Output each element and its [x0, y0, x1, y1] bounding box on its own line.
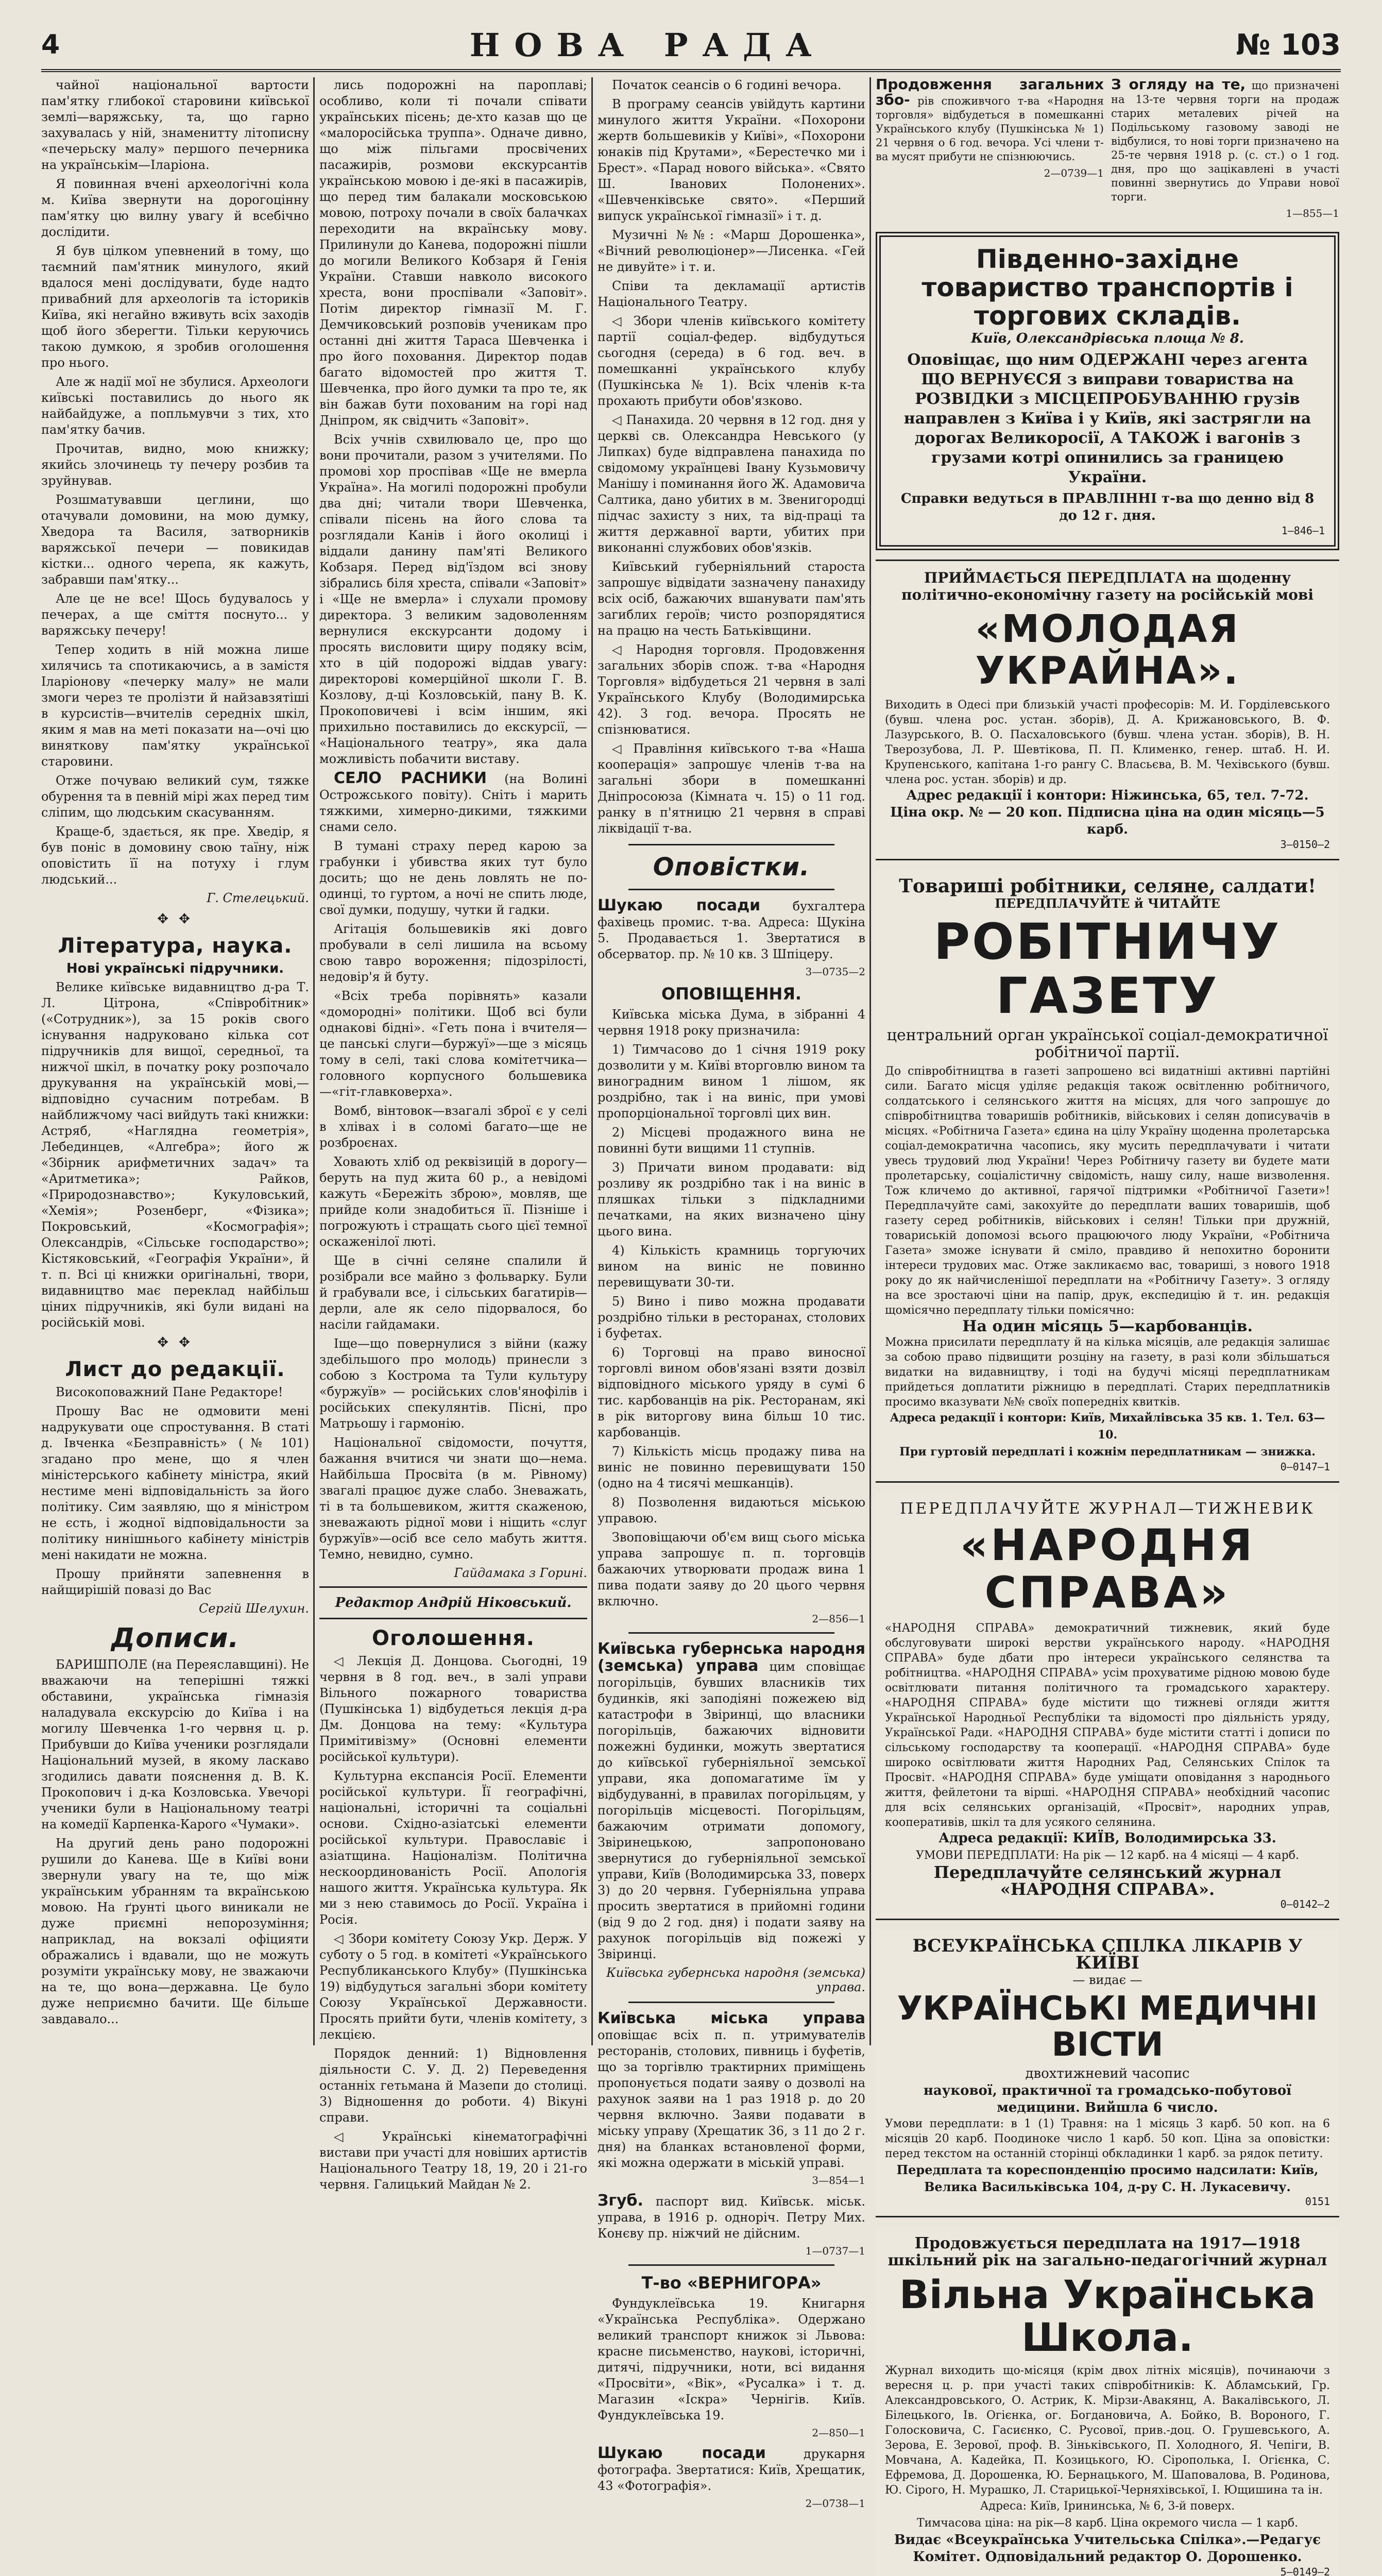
- issue-number: № 103: [1236, 28, 1341, 62]
- ad-intro: Товариші робітники, селяне, салдати!: [899, 875, 1316, 897]
- article-paragraph: БАРИШПОЛЕ (на Переяславщині). Не вважаючи на теперішні тяжкі обставини, українська гімназія наладувала екскурсію до Київа і на могилу Шевченка 1-го червня ц. р. Прибувши до Київа ученики розглядали Національний музей, в якому ласкаво згодились давати пояснення д. В. К. Прокопович і д-ка Козловська. Увечорі ученики були в Національному театрі на комедії Карпенка-Карого «Чумаки».: [41, 1657, 309, 1832]
- article-paragraph: Розшматувавши цеглини, що отачували домовини, на мою думку, Хведора та Василя, затворників варяжської печери — повикидав кістки... одного черепа, як кажуть, забравши пам'ятку...: [41, 493, 309, 587]
- ad-signature: Київська губернська народня (земська) управа.: [606, 1965, 865, 1994]
- announcement: Культурна експансія Росії. Елементи російської культури. Її географічні, національні, історичні та соціальні основи. Східно-азіатські елементи російської культури. Православіє і азіатщина. Націоналізм. Політична нескоординованість Росії. Апологія нашого життя. Українська культура. Як ми з нею ставимось до Росії. Україна і Росія.: [319, 1769, 587, 1927]
- ad-address: Передплата та кореспонденцію просимо надсилати: Київ, Велика Васильківська 104, д-ру С. Н. Лукасевичу.: [896, 2162, 1319, 2194]
- ad-intro: ПРИЙМАЄТЬСЯ ПЕРЕДПЛАТА на щоденну політично-економічну газету на російській мові: [901, 569, 1314, 603]
- notice-paragraph: 6) Торговці на право виносної торговлі вином обов'язані взяти дозвіл відповідного міського уряду в сумі 6 тис. карбованців на рік. Ресторанам, які в рік виторгову вина більш 10 тис. карбованців.: [598, 1345, 865, 1439]
- notice-paragraph: Звоповіщаючи об'єм вищ сього міська управа запрошує п. п. торговців бажаючих утворювати продаж вина 1 пива подати заяву до 20 цього червня включно.: [598, 1530, 865, 1608]
- ad-text: бухгалтера фахівець промис. т-ва. Адреса: Щукіна 5. Продавається 1. Звертатися в обсерватор. пр. № 10 кв. 3 Шпіцеру.: [598, 899, 865, 961]
- ad-reference: 3—854—1: [812, 2174, 865, 2187]
- page-header: [41, 21, 1341, 72]
- ad-footer: При гуртовій передплаті і кожнім передплатникам — знижка.: [899, 1445, 1316, 1459]
- divider: [628, 2002, 834, 2003]
- ad-title: «НАРОДНЯ СПРАВА»: [960, 1519, 1255, 1618]
- ad-footer: Передплачуйте селянський журнал «НАРОДНЯ СПРАВА».: [933, 1862, 1282, 1899]
- ad-address: Адрес редакції і контори: Ніжинська, 65, тел. 7-72.: [906, 787, 1309, 803]
- ad-lead: Згуб.: [598, 2192, 643, 2210]
- notice-gas-plant: [1111, 77, 1339, 226]
- column-divider: [591, 77, 593, 2045]
- article-paragraph: Ховають хліб од реквізицій в дорогу—беруть на пуд жита 60 р., а невідомі кажуть «Бережіть зброю», мовляв, ще прийде коли знадобиться її. Пізніше і погрожують і стращать сього цієї темної оскаженілої люті.: [319, 1155, 587, 1249]
- notice-text: [876, 77, 1104, 164]
- notice-body: рів споживчого т-ва «Народня торговля» відбудеться в помешканні Українського клубу (Пушкінська № 1) 21 червня о 6 год. вечора. Усі члени т-ва мусят прибути не спізнюючись.: [876, 95, 1104, 163]
- article-heading-selo: СЕЛО РАСНИКИ: [334, 769, 487, 787]
- section-heading-announcements: Оголошення.: [372, 1626, 535, 1650]
- ad-reference: 5—0149—2: [1280, 2565, 1330, 2576]
- article-signature: Сергій Шелухин.: [198, 1601, 309, 1616]
- ad-address: Київ, Олександрівська площа № 8.: [971, 331, 1244, 346]
- ad-reference: 3—0735—2: [805, 965, 865, 978]
- announcement: ◁ Збори членів київського комітету партії соціал-федер. відбудуться сьогодня (середа) в 6 год. веч. в помешканні українського клубу (Пушкінська № 1). Всіх членів к-та прохають прибути обов'язково.: [598, 314, 865, 408]
- ad-title: «МОЛОДАЯ УКРАЙНА».: [975, 607, 1240, 693]
- article-paragraph: Але ж надії мої не збулися. Археологи київські поставились до нього як найбайдуже, а попльмувчи з тих, хто пам'ятку бачив.: [41, 375, 309, 437]
- notice-paragraph: Київська міська Дума, в зібранні 4 червня 1918 року призначила:: [598, 1007, 865, 1038]
- notice-lead: З огляду на те,: [1111, 76, 1246, 93]
- announcement: ◁ Правління київського т-ва «Наша кооперація» запрошує членів т-ва на загальні збори в помешканні Дніпросоюза (Кімната ч. 15) о 11 год. ранку в п'ятницю 21 червня в справі ліквідації т-ва.: [598, 741, 865, 836]
- section-heading-letter: Лист до редакції.: [65, 1358, 285, 1381]
- article-paragraph: «Всіх треба порівнять» казали «домородні» політики. Щоб всі були однакові бідні». «Геть пона і вчителя—це панські слуги—буржуї»—ще з місяць тому в селі, такі слова комітетчика—головного корпусного большевика—«гіт-главковерха».: [319, 989, 587, 1099]
- ad-reference: 0151: [1305, 2195, 1330, 2208]
- ad-address: Адреса: Київ, Ірининська, № 6, 3-й поверх.: [980, 2499, 1235, 2513]
- notice-paragraph: 5) Вино і пиво можна продавати роздрібно тільки в ресторанах, столових і буфетах.: [598, 1294, 865, 1341]
- article-heading-note: (на Волині Острожського повіту).: [319, 772, 587, 802]
- ad-text: паспорт вид. Київськ. міськ. управа, в 1916 р. одноріч. Петру Мих. Конєву пр. ніжчий не дійсним.: [598, 2194, 865, 2241]
- notice-paragraph: 7) Кількість місць продажу пива на виніс не повинно перевищувати 150 (одно на 4 тисячі мешканців).: [598, 1444, 865, 1490]
- classified-ad: [598, 2010, 865, 2171]
- section-heading-dopysy: Дописи.: [111, 1623, 240, 1654]
- column-divider: [313, 77, 315, 2045]
- ornament-divider: ✥ ✥: [157, 1335, 193, 1350]
- article-signature: Гайдамака з Горині.: [454, 1566, 587, 1580]
- ad-title: РОБІТНИЧУ ГАЗЕТУ: [933, 912, 1282, 1025]
- ad-subtitle: — видає —: [1072, 1972, 1142, 1987]
- article-paragraph: Прочитав, видно, мою книжку; якийсь злочинець ту печеру розбив та зруйнував.: [41, 442, 309, 488]
- ad-terms: УМОВИ ПЕРЕДПЛАТИ: На рік — 12 карб. на 4 місяці — 4 карб.: [915, 1849, 1300, 1862]
- ad-reference: 0—0147—1: [1280, 1460, 1330, 1473]
- ad-reference: 2—856—1: [812, 1613, 865, 1625]
- ad-lead: Київська міська управа: [598, 2009, 865, 2027]
- ad-robitnycha-gazeta: [876, 870, 1339, 1483]
- masthead-title: НОВА РАДА: [469, 26, 826, 64]
- ad-lead: Київська губернська народня (земська) управа: [598, 1640, 865, 1675]
- article-paragraph: Всіх учнів схвилювало це, про що вони прочитали, разом з учителями. По промові хор проспівав «Ще не вмерла Україна». На могилі подорожні пробули два дні; читали твори Шевченка, співали пісень на його слова та розглядали Канів і його околиці і віддали данину пам'яті Великого Кобзаря. Перед від'їздом всі знову зібрались біля хреста, співали «Заповіт» і «Ще не вмерла» і слухали промову директора. З великим задоволенням вернулися екскурсанти додому і просять висловити щиру подяку всім, хто в цій подорожі віддав увагу: директорові комерційної школи Г. В. Козлову, д-ці Козловській, пану В. К. Прокоповичеві і всім іншим, які прихильно поставились до екскурсії, — «Національного театру», яка дала можливість побачити виставу.: [319, 432, 587, 766]
- article-paragraph: лись подорожні на пароплаві; особливо, коли ті почали співати українських пісень; де-хто казав що це «малоросійська труппа». Одначе дивно, що між пільгами просвічених пасажирів, розмови екскурсантів українською мовою і де-які в пасажирів, що перед тим балакали московською мовою, потроху почали в своїх балачках переходити на вкраїнську мову. Прилинули до Канева, подорожні пішли до могили Великого Кобзаря й Генія України. Ставши навколо високого хреста, вони проспівали «Заповіт». Потім директор гімназії М. Г. Демчиковський розповів ученикам про останні дні життя Тараса Шевченка і про його поховання. Директор подав багато відомостей про життя Т. Шевченка, про його думки та про те, як він бажав бути похованим на горі над Дніпром, як свідчить «Заповіт».: [319, 78, 587, 428]
- divider: [628, 844, 834, 845]
- notice-paragraph: 2) Місцеві продажного вина не повинні бути вищими 11 ступнів.: [598, 1125, 865, 1156]
- ad-text: Можна присилати передплату й на кілька місяців, але редакція залишає за собою право підвищити розціну на газету, в разі коли збільшаться видатки на видавництву, і тоді на будучі місяці передплатникам прийдеться доплатити ріжницю в передплаті. Старих передплатників просимо вказувати №№ своїх попередніх квитків.: [885, 1335, 1330, 1409]
- section-heading-notices: Оповістки.: [653, 853, 810, 882]
- announcement: Співи та декламації артистів Національного Театру.: [598, 279, 865, 309]
- article-paragraph: Я був цілком упевнений в тому, що таємний пам'ятник минулого, який вдалося мені дослідувати, буде надто привабний для археологів та істориків Київа, які негайно вживуть всіх заходів щоб його зберегти. Тільки керуючись такою думкою, я зробив оголошення про нього.: [41, 244, 309, 370]
- notice-lead: Продовження загальних збо-: [876, 76, 1104, 108]
- ad-subtitle: ПЕРЕДПЛАЧУЙТЕ й ЧИТАЙТЕ: [995, 895, 1220, 911]
- ad-reference: 3—0150—2: [1280, 838, 1330, 851]
- ad-text: Оповіщає, що ним ОДЕРЖАНІ через агента ЩО ВЕРНУЄСЯ з виправи товариства на РОЗВІДКИ з МІСЦЕПРОБУВАННЮ грузів направлен з Київа і у Київ, які застрягли на дорогах Великоросії, А ТАКОЖ і вагонів з грузами котрі опинились за границею України.: [903, 351, 1311, 486]
- ad-intro: ВСЕУКРАЇНСЬКА СПІЛКА ЛІКАРІВ У КИЇВІ: [912, 1935, 1303, 1973]
- ad-vilna-shkola: [876, 2227, 1339, 2576]
- ad-medychni-visty: [876, 1929, 1339, 2217]
- article-paragraph: Вомб, вінтовок—взагалі зброї є у селі в хлівах і в соломі багато—ще не розброєнах.: [319, 1104, 587, 1150]
- column-divider: [869, 77, 871, 2045]
- ad-title: Вільна Українська Школа.: [899, 2271, 1316, 2361]
- ad-text: До співробітництва в газеті запрошено всі видатніші активні партійні сили. Багато місця уділяє редакція також освітленню робітничого, солдатського і селянського життя на місцях, для чого запрошує до співробітництва товаришів робітників, військових і селян дописувачів в місцях. «Робітнича Газета» єдина на цілу Україну щоденна пролетарська соціал-демократична часопись, яку мусить передплачувати і читати увесь трудовий люд України! Через Робітничу газету ви будете мати пролетарську, соціалістичну свідомість, нашу силу, наше визволення. Тож кличемо до активної, гарячої підтримки «Робітничої Газети»! Передплачуйте самі, закохуйте до передплати ваших товаришів, щоб газету серед робітників, військових і селян! Тільки при дружній, товариській допомозі всього працюючого люду України, «Робітнича Газета» зможе існувати й сміло, правдиво й непохитно боронити інтереси трудових мас. Отже закликаємо вас, товариші, з нового 1918 року до як найчисленішої передплати на «Робітничу Газету». З огляду на все зростаючі ціни на папір, друк, експедицію й т. ин. редакція щомісячно передплату тільки помісячно:: [885, 1064, 1330, 1317]
- announcement: Порядок денний: 1) Відновлення діяльности С. У. Д. 2) Переведення останніх гетьмана й Мазепи до столиці. 3) Відношення до роботи. 4) Вікуні справи.: [319, 2046, 587, 2125]
- ad-heading: Т-во «ВЕРНИГОРА»: [641, 2273, 822, 2293]
- article-paragraph: Національної свідомости, почуття, бажання вчитися чи знати що—нема. Найбільша Просвіта (в м. Рівному) звагалі працює дуже слабо. Зневажать, ті в та большевиком, життя скаженою, зневажають рідної мови і ніщить «слуг буржуїв»—осіб все село мабуть життя. Темно, невидно, сумно.: [319, 1435, 587, 1562]
- ad-address: Адреса редакції: КИЇВ, Володимирська 33.: [939, 1830, 1276, 1846]
- article-paragraph: Краще-б, здається, як пре. Хведір, я був поніс в домовину свою таїну, ніж оповістить її на потуху і глум людський...: [41, 824, 309, 887]
- article-subheading: Нові українські підручники.: [66, 961, 284, 976]
- ad-subtitle: двохтижневий часопис: [1025, 2065, 1190, 2081]
- article-paragraph: Але це не все! Щось будувалось у печерах, а ще сміття поснуто... у варяжську печеру!: [41, 591, 309, 638]
- ad-title: Південно-західне товариство транспортів і торгових складів.: [922, 244, 1293, 331]
- editor-box: [319, 1586, 587, 1619]
- ad-price: На один місяць 5—карбованців.: [962, 1317, 1253, 1335]
- ad-reference: 2—0739—1: [1044, 167, 1104, 179]
- classified-ad: [598, 897, 865, 962]
- article-paragraph: Високоповажний Пане Редакторе!: [56, 1385, 283, 1399]
- ad-price: Ціна окр. № — 20 коп. Підписна ціна на один місяць—5 карб.: [890, 804, 1325, 837]
- notice-paragraph: 8) Позволення видаються міською управою.: [598, 1495, 865, 1526]
- ad-hours: Справки ведуться в ПРАВЛІННІ т-ва що денно від 8 до 12 г. дня.: [900, 491, 1315, 523]
- announcement: В програму сеансів увійдуть картини минулого життя України. «Похорони жертв большевиків у Київі», «Похорони юнаків під Крутами», «Берестечко ми і Брест». «Парад нового війська». «Свято Ш. Іванових Полонених». «Шевченківське свято». «Перший випуск української гімназії» і т. д.: [598, 97, 865, 223]
- ad-title: УКРАЇНСЬКІ МЕДИЧНІ ВІСТИ: [897, 1989, 1318, 2064]
- notice-paragraph: 4) Кількість крамниць торгуючих вином на виніс не повинно перевищувати 30-ти.: [598, 1243, 865, 1290]
- ad-subtitle: наукової, практичної та громадсько-побутової медицини. Вийшла 6 число.: [923, 2082, 1292, 2115]
- ad-reference: 1—855—1: [1286, 207, 1339, 219]
- divider: [628, 1632, 834, 1634]
- ad-lead: Шукаю посади: [598, 896, 761, 914]
- announcement: Музичні №№: «Марш Дорошенка», «Вічний революціонер»—Лисенка. «Гей не дивуйте» і т. и.: [598, 228, 865, 274]
- article-signature: Г. Стелецький.: [207, 891, 309, 905]
- top-notices: [876, 77, 1339, 226]
- article-paragraph: Ще в січні селяне спалили й розібрали все майно з фольварку. Були й грабували все, і сільських багатирів—дерли, але як село підорвалося, бо насіли гайдамаки.: [319, 1253, 587, 1332]
- ad-text: цим сповіщає погорільців, бувших власників тих будинків, які заподіяні пожежею від катастрофи в Звіринці, що власники погорільців, бажаючих відновити пожежні будинки, можуть звертатися до київської губерніяльної земської управи, яка допомагатиме їм у відбудуванні, в правилах погорільцям, у погорільців місцевості. Погорільцям, бажаючим отримати допомогу, Звіринецькою, запропоновано звернутися до губерніяльної земської управи, Київ (Володимирська 33, поверх 3) до 20 червня. Губерніяльна управа просить звертатися в прийомні години (від 9 до 2 год. дня) і подати заяву на рахунок погорільців від пожежі у Звіринці.: [598, 1659, 865, 1961]
- article-paragraph: [319, 770, 587, 835]
- notice-body: що призначені на 13-те червня торги на продаж старих металевих річей на Подільському газовому заводі не відбулися, то нові торги призначено на 25-те червня 1918 р. (с. ст.) о 1 год. дня, про що зацікавлені в участі повинні звернутись до Управи нової торги.: [1111, 79, 1339, 203]
- notice-heading: ОПОВІЩЕННЯ.: [661, 984, 802, 1004]
- ad-price: Тимчасова ціна: на рік—8 карб. Ціна окремого числа — 1 карб.: [916, 2516, 1299, 2530]
- ad-text: «НАРОДНЯ СПРАВА» демократичний тижневик, який буде обслуговувати широкі верстви українського народу. «НАРОДНЯ СПРАВА» буде дбати про інтереси українського селянства та робітництва. «НАРОДНЯ СПРАВА» усім прохуватиме рідною мовою буде освітлювати питання політичного та громадського характеру. «НАРОДНЯ СПРАВА» буде містити що тижневі огляди життя Української Народньої Республіки та відомості про діяльність уряду, Української Ради. «НАРОДНЯ СПРАВА» буде містити статті і дописи по сільському господарству та кооперації. «НАРОДНЯ СПРАВА» буде широко освітлювати життя Народних Рад, Селянських Спілок та Просвіт. «НАРОДНЯ СПРАВА» буде уміщати оповідання з народнього життя, фейлетони та вірші. «НАРОДНЯ СПРАВА» необхідний часопис для всіх селянських організацій, «Просвіт», народних управ, кооперативів, шкіл та для усякого селянина.: [885, 1621, 1330, 1829]
- section-heading-literature: Література, наука.: [58, 934, 293, 958]
- ad-text: Умови передплати: в 1 (1) Травня: на 1 місяць 3 карб. 50 коп. на 6 місяців 20 карб. Поодиноке число 1 карб. 50 коп. Ціна за оповістки: перед текстом на останній сторінці обкладинки 1 карб. за рядок петиту.: [885, 2117, 1330, 2160]
- article-paragraph: Я повинная вчені археологічні кола м. Київа звернути на дорогоцінну пам'ятку цю вилну увагу й всебічно дослідити.: [41, 177, 309, 239]
- ad-transport-society: [876, 232, 1339, 550]
- notice-paragraph: 3) Причати вином продавати: від розливу як роздрібно так і на виніс в пляшках тільки з підкладними печатками, на яких визначено ціну цього вина.: [598, 1160, 865, 1239]
- classified-ad: [598, 2193, 865, 2242]
- announcement: ◁ Українські кінематографічні вистави при участі для новіших артистів Національного Театру 18, 19, 20 і 21-го червня. Галицький Майдан № 2.: [319, 2129, 587, 2192]
- announcement: ◁ Панахида. 20 червня в 12 год. дня у церкві св. Олександра Невського (у Липках) буде відправлена панахида по свідомому українцеві Івану Кузьмовичу Манішу і поминання його Ж. Адамовича Салтика, дано убитих в м. Звенигородці підчас захисту з них, та від-праці та життя державної варти, убитих при виконанні службових обов'язків.: [598, 413, 865, 555]
- ad-reference: 2—0738—1: [805, 2497, 865, 2510]
- article-paragraph: чайної національної вартости пам'ятку глибокої старовини київської землі—варяжську, та, що гарно захувалась у ній, знаменитту літописну «печерьску малу» першого печерника на українськім—Іларіона.: [41, 78, 309, 172]
- ad-text: друкарня фотографа. Звертатися: Київ, Хрещатик, 43 «Фотографія».: [598, 2447, 865, 2493]
- ad-reference: 2—850—1: [812, 2427, 865, 2439]
- article-paragraph: Тепер ходить в ній можна лише хилячись та спотикаючись, а в замістя Іларіонову «печерку малу» не мали змоги через те пролізти й найзавзятіші в курсистів—вчителів середніх шкіл, яким я мав на меті показати на—очі цю виняткову пам'ятку української старовини.: [41, 642, 309, 769]
- editor-name: Редактор Андрій Ніковський.: [335, 1595, 572, 1611]
- article-paragraph: Отже почуваю великий сум, тяжке обурення та в певній мірі жах перед тим сліпим, що людським скасуванням.: [41, 773, 309, 820]
- article-paragraph: В тумані страху перед карою за грабунки і убивства яких тут було досить; що не день ловлять не по-одинці, то гуртом, а ночі не спить люде, свої думки, подушу, чутки й гадки.: [319, 839, 587, 917]
- page-number: 4: [41, 29, 60, 60]
- ad-reference: 1—0737—1: [805, 2245, 865, 2257]
- ad-lead: Шукаю посади: [598, 2444, 766, 2462]
- ad-text: Журнал виходить що-місяця (крім двох літніх місяців), починаючи з вересня ц. р. при участі таких співробітників: К. Абламський, Гр. Александровського, О. Астрик, К. Мірзи-Авакянц, А. Вакалівського, Л. Білецького, Ів. Огієнка, ог. Богдановича, А. Бойко, В. Вороного, Г. Голосковича, С. Гасиєнко, С. Русової, прив.-доц. О. Грушевського, А. Зерова, Е. Зерової, проф. В. Зіньківського, П. Холодного, Я. Чепіги, В. Мовчана, А. Кадейка, П. Козицького, Ю. Сірополька, І. Огієнка, С. Ефремова, Д. Дорошенка, Ю. Бернацького, М. Шаповалова, В. Родинова, Ю. Сірого, Н. Мурашко, Л. Старицької-Черняхівської, І. Ющишина та ін.: [885, 2364, 1330, 2497]
- divider: [628, 889, 834, 890]
- announcement: ◁ Лекція Д. Донцова. Сьогодні, 19 червня в 8 год. веч., в залі управи Вільного пожарного товариства (Пушкінська 1) відбудеться лекція д-ра Дм. Донцова на тему: «Культура Примітивізму» (Основні елементи російської культури).: [319, 1654, 587, 1764]
- ad-intro: Продовжується передплата на 1917—1918 шкільний рік на загально-педагогічний журнал: [888, 2234, 1327, 2269]
- ornament-divider: ✥ ✥: [157, 911, 193, 927]
- ad-footer: Видає «Всеукраїнська Учительська Спілка».—Редагує Комітет. Одповідальний редактор О. Дорошенко.: [894, 2532, 1321, 2565]
- ad-address: Адреса редакції і контори: Київ, Михайлівська 35 кв. 1. Тел. 63—10.: [890, 1411, 1325, 1442]
- notice-text: [1111, 77, 1339, 204]
- classified-ad: [598, 2445, 865, 2494]
- classified-ad: [598, 1641, 865, 1962]
- ad-reference: 1—846—1: [1281, 524, 1325, 537]
- article-paragraph: На другий день рано подорожні рушили до Канева. Ще в Київі вони звернули увагу на те, що між українським убранням та вкраїнською мовою. На ґрунті цього виникали не дуже приємні непорозуміння; наприклад, на вокзалі офіцияти ображались і вдавали, що не можуть розуміти українську мову, не зважаючи на те, що вона—державна. Це було дуже неприємно бачити. Ще більше завдавало...: [41, 1836, 309, 2026]
- ad-molodaya-ukraina: [876, 560, 1339, 860]
- announcement: ◁ Народня торговля. Продовження загальних зборів спож. т-ва «Народня Торговля» відбудеться 21 червня в залі Українського Клубу (Володимирська 42). 3 год. вечора. Просять не спізнюватися.: [598, 642, 865, 737]
- article-paragraph: Іще—що повернулися з війни (кажу здебільшого про молодь) принесли з собою з Кострома та Тули культуру «буржуїв» — російських слов'янофілів і російських спекулянтів. Пісні, про Матрьошу і гармонію.: [319, 1336, 587, 1431]
- notice-paragraph: 1) Тимчасово до 1 січня 1919 року дозволити у м. Київі вторговлю вином та виноградним вином 1 лішом, як роздрібно, так і на виніс, при умові пропорціональної торговлі цих вин.: [598, 1042, 865, 1121]
- announcement: Київський губерніяльний староста запрошує відвідати зазначену панахиду всіх осіб, бажаючих вшанувати пам'ять загиблих героїв; чисто розпорядятися на працю на честь Батьківщини.: [598, 560, 865, 638]
- column-3: [598, 77, 865, 2510]
- article-paragraph: Прошу Вас не одмовити мені надрукувати оце спростування. В статі д. Івченка «Безправність» (№ 101) згадано про мене, що я член міністерського кабінету міністра, який нестиме мені відповідальність за його політику. Сим заявляю, що я міністром не єсть, і жодної відповідальности за політику нинішнього кабінету міністрів мені накидати не можна.: [41, 1404, 309, 1562]
- divider: [628, 2264, 834, 2266]
- ad-subtitle: центральний орган української соціал-демократичної робітничої партії.: [886, 1026, 1328, 1061]
- article-paragraph: Велике київське видавництво д-ра Т. Л. Цітрона, «Співробітник» («Сотрудник»), за 15 років свого існування надруковано кілька сот підручників для вищої, середньої, та нижчої шкіл, в початку року розпочало друкування на українській мові,—відповідно сучасним потребам. В найближчому часі вийдуть такі книжки: Астряб, «Наглядна геометрія», Лебединцев, «Алгебра»; його ж «Збірник арифметичних задач» та «Аритметика»; Райков, «Природознавство»; Кукуловський, «Хемія»; Розенберг, «Фізика»; Покровський, «Космографія»; Олександрів, «Сільське господарство»; Кістяковський, «Географія України», й т. п. Всі ці книжки оригінальні, твори, видавництво має переклад найбільш ціних підручників, які були видані на російській мові.: [41, 980, 309, 1330]
- ad-text: оповіщає всіх п. п. утримувателів ресторанів, столових, пивниць і буфетів, що за торгівлю трактирних приміщень пропонується подати заяву о дозволі на рахунок заяви на 1 раз 1918 р. до 20 червня включно. Заяви подавати в міську управу (Хрещатик 36, з 11 до 2 г. дня) на бланках встановленої форми, які можна одержати в міській управі.: [598, 2028, 865, 2170]
- article-paragraph: Прошу прийняти запевнення в найщирішій повазі до Вас: [41, 1567, 309, 1597]
- ad-narodnia-sprava: [876, 1492, 1339, 1920]
- ad-reference: 0—0142—2: [1280, 1897, 1330, 1910]
- notice-consumer-society: [876, 77, 1104, 226]
- announcement: Початок сеансів о 6 годині вечора.: [612, 78, 842, 92]
- ad-intro: ПЕРЕДПЛАЧУЙТЕ ЖУРНАЛ—ТИЖНЕВИК: [900, 1499, 1315, 1518]
- article-paragraph: Агітація большевиків які довго пробували в селі лишила на всьому свою тавро вороження; підозрілості, недовір'я й буту.: [319, 922, 587, 984]
- ad-text: Виходить в Одесі при близькій участі професорів: М. И. Горділевського (бувш. члена рос. устан. зборів), Д. А. Крижановського, В. Ф. Лазурського, В. О. Пасхаловського (бувш. члена устан. зборів), В. Н. Тверозубова, Л. Р. Шевтікова, П. П. Клименко, генер. штаб. Н. И. Крупенського, капітана 1-го рангу С. Власьєва, В. М. Чехівського (бувш. члена рос. устан. зборів) и др.: [885, 698, 1330, 786]
- column-2: [319, 77, 587, 2192]
- column-1: [41, 77, 309, 2045]
- column-4-ads: [876, 76, 1339, 2576]
- article-text: Сніть і марить тяжкими, химерно-дикими, тяжкими снами село.: [319, 788, 587, 834]
- ad-text: Фундуклеївська 19. Книгарня «Українська Республіка». Одержано великий транспорт книжок зі Львова: красне письменство, наукові, історичні, дитячі, підручники, ноти, всі видання «Просвіти», «Вік», «Русалка» і т. д. Магазин «Іскра» Чернігів. Київ. Фундуклеївська 19.: [598, 2296, 865, 2422]
- announcement: ◁ Збори комітету Союзу Укр. Держ. У суботу о 5 год. в комітеті «Українського Республиканського Клубу» (Пушкінська 19) відбудуться загальні збори комітету Союзу Української Державности. Просять прийти бути, членів комітету, з лекцією.: [319, 1931, 587, 2042]
